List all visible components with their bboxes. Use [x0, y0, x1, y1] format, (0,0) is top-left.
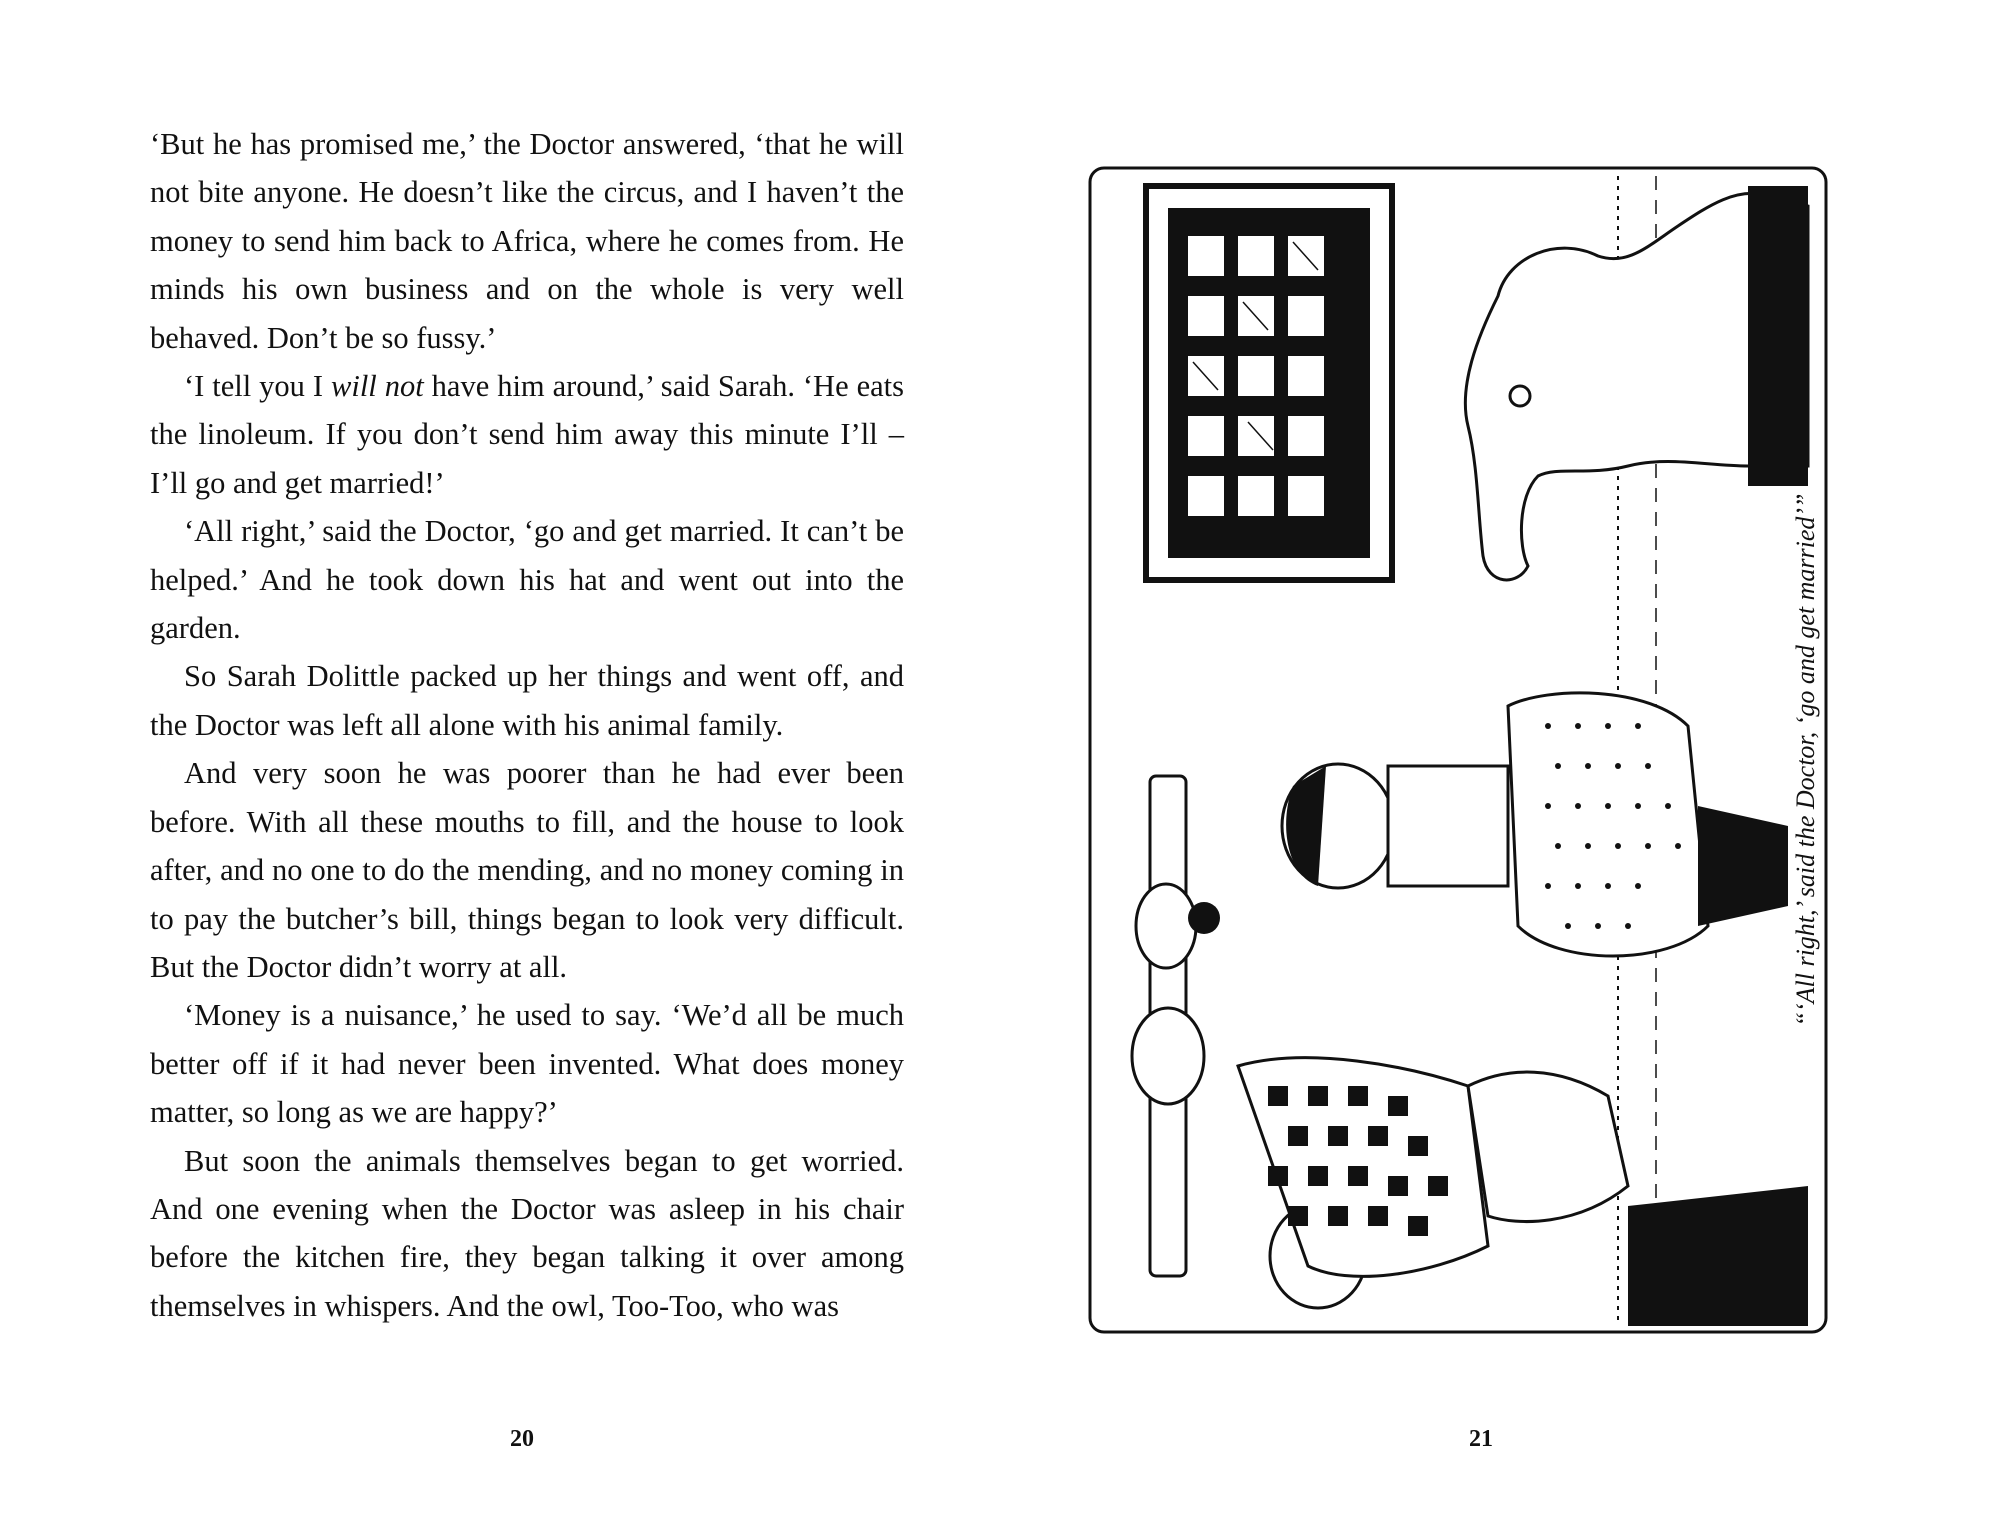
emphasis-will-not: will not: [331, 369, 424, 404]
paragraph-4: So Sarah Dolittle packed up her things and went off, and the Doctor was left all alone with his animal family.: [150, 659, 904, 742]
paragraph-5: And very soon he was poorer than he had ever been before. With all these mouths to fill, and the house to look after, and no one to do the mending, and no money coming in to pay the butcher’s bill, things began to look very difficult. But the Doctor didn’t worry at all.: [150, 756, 904, 984]
paragraph-2: ‘I tell you I will not have him around,’ said Sarah. ‘He eats the linoleum. If you don’t send him away this minute I’ll – I’ll go and get married!’: [150, 369, 904, 500]
paragraph-7: But soon the animals themselves began to get worried. And one evening when the Doctor was asleep in his chair before the kitchen fire, they began talking it over among themselves in whispers. And the owl, Too-Too, who was: [150, 1143, 904, 1323]
left-page-text: [150, 120, 904, 1330]
illustration-caption: “‘All right,’ said the Doctor, ‘go and get married’”: [1791, 493, 1820, 1027]
page-number-left: 20: [510, 1426, 534, 1452]
page-number-right: 21: [1469, 1426, 1493, 1452]
paragraph-1: ‘But he has promised me,’ the Doctor answered, ‘that he will not bite anyone. He doesn’t like the circus, and I haven’t the money to send him back to Africa, where he comes from. He minds his own business and on the whole is very well behaved. Don’t be so fussy.’: [150, 127, 904, 355]
paragraph-3: ‘All right,’ said the Doctor, ‘go and get married. It can’t be helped.’ And he took down his hat and went out into the garden.: [150, 514, 904, 646]
illustration-doctor-sarah-crocodile: [1088, 166, 1828, 1334]
paragraph-6: ‘Money is a nuisance,’ he used to say. ‘We’d all be much better off if it had never been invented. What does money matter, so long as we are happy?’: [150, 998, 904, 1130]
window: [1146, 186, 1392, 580]
